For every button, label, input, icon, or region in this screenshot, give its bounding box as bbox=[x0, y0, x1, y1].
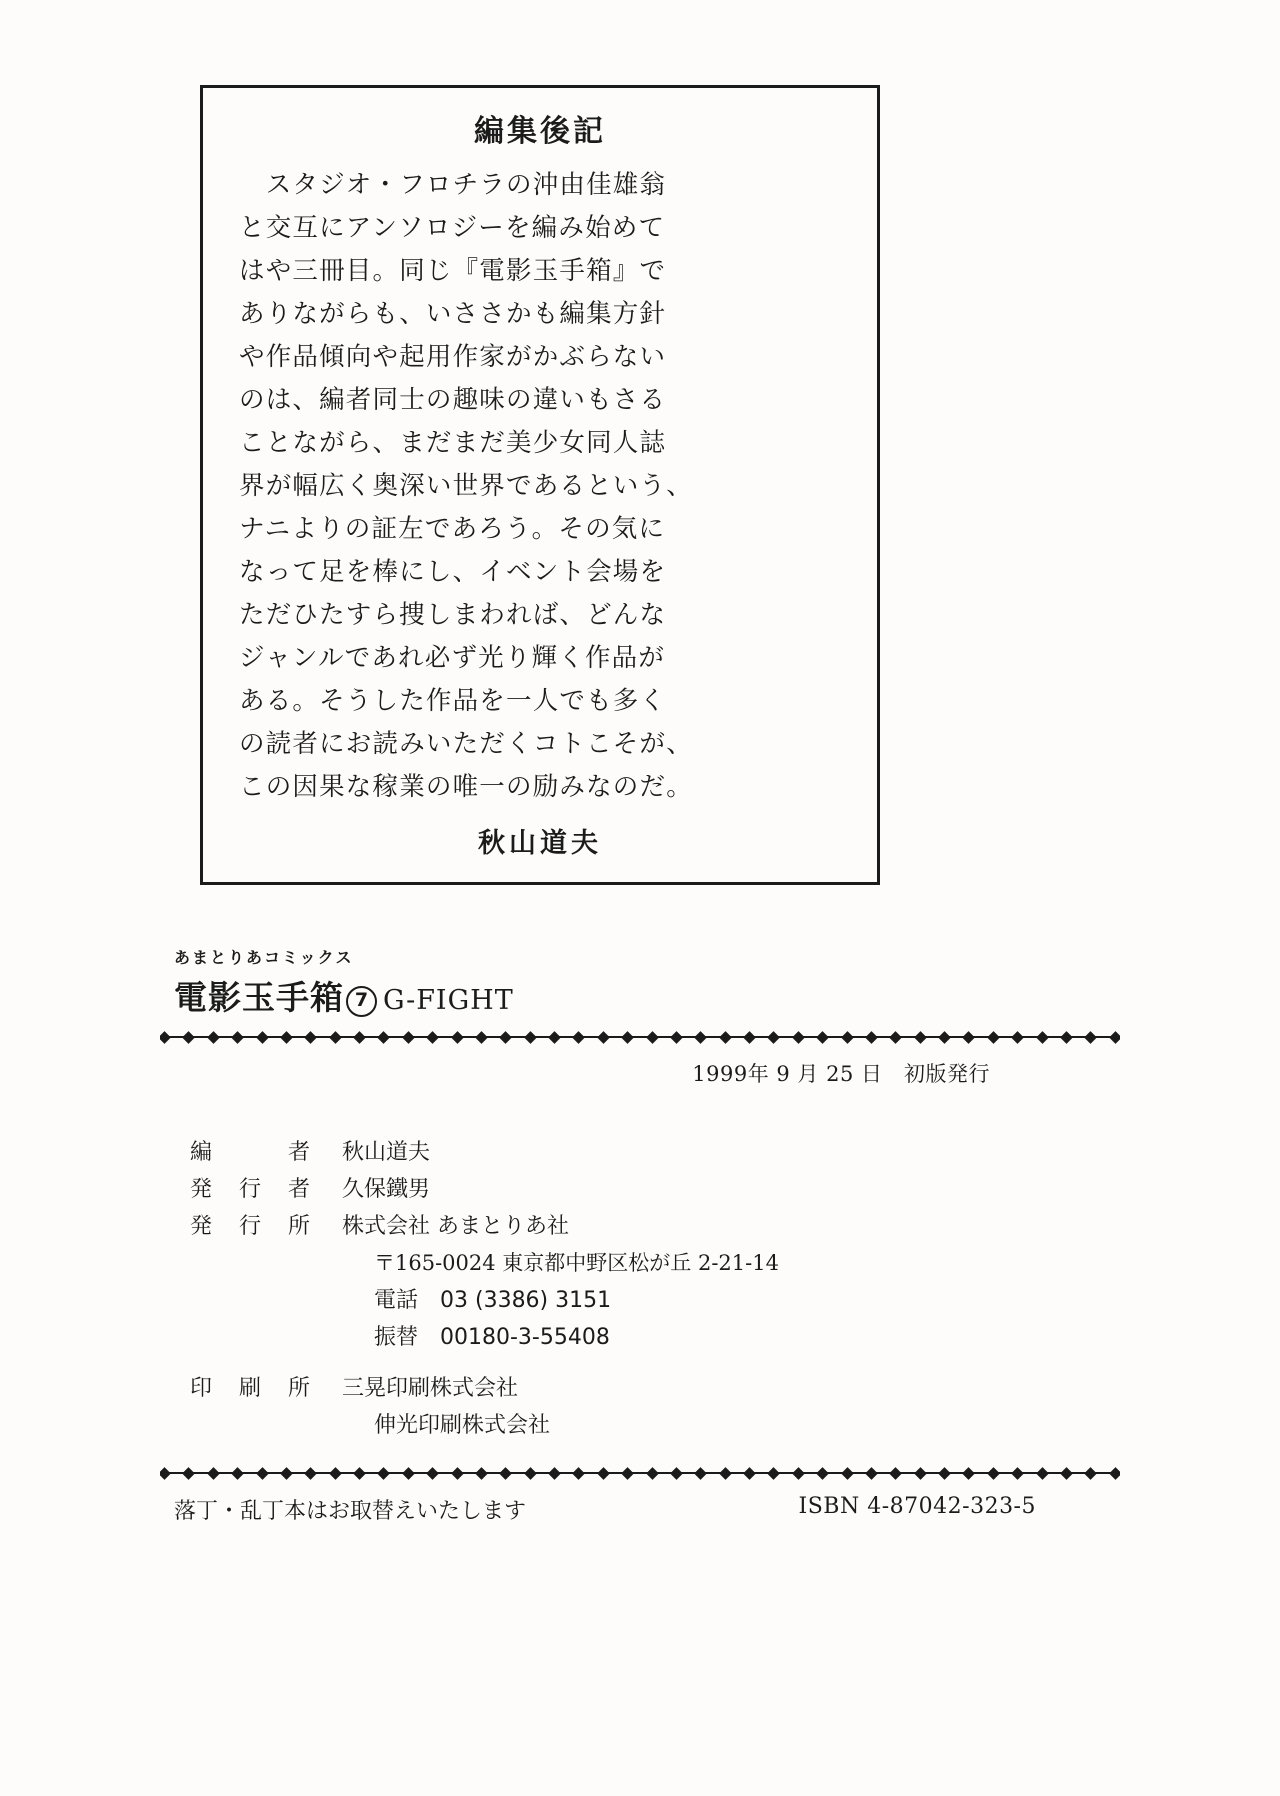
credit-row bbox=[190, 1171, 1120, 1208]
afterword-line: なって足を棒にし、イベント会場を bbox=[239, 557, 667, 587]
credit-value: 株式会社 あまとりあ社 bbox=[342, 1214, 569, 1239]
afterword-body bbox=[239, 164, 841, 809]
credit-label: 発行所 bbox=[190, 1214, 310, 1239]
footer-row bbox=[160, 1494, 1120, 1525]
volume-number-badge: 7 bbox=[346, 986, 377, 1017]
afterword-line: 界が幅広く奥深い世界であるという、 bbox=[239, 471, 693, 501]
afterword-line: この因果な稼業の唯一の励みなのだ。 bbox=[239, 772, 693, 802]
afterword-line: と交互にアンソロジーを編み始めて bbox=[239, 213, 666, 243]
afterword-line: ジャンルであれ必ず光り輝く作品が bbox=[239, 643, 666, 673]
afterword-line: の読者にお読みいただくコトこそが、 bbox=[239, 729, 693, 759]
afterword-signature: 秋山道夫 bbox=[478, 828, 602, 859]
afterword-line: のは、編者同士の趣味の違いもさる bbox=[239, 385, 667, 415]
decorative-rule-top bbox=[160, 1030, 1120, 1044]
series-label: あまとりあコミックス bbox=[174, 948, 354, 967]
colophon bbox=[160, 945, 1120, 1525]
publication-date: 1999年 9 月 25 日 初版発行 bbox=[692, 1062, 990, 1086]
printer-name: 三晃印刷株式会社 bbox=[342, 1376, 519, 1401]
publisher-phone: 電話 03 (3386) 3151 bbox=[374, 1288, 612, 1313]
publisher-transfer: 振替 00180-3-55408 bbox=[374, 1325, 610, 1350]
printer-label: 印刷所 bbox=[190, 1376, 310, 1401]
afterword-line: ただひたすら捜しまわれば、どんな bbox=[239, 600, 667, 630]
credit-value: 秋山道夫 bbox=[342, 1140, 431, 1165]
credit-row bbox=[190, 1134, 1120, 1171]
book-subtitle: G-FIGHT bbox=[383, 985, 514, 1016]
credit-row bbox=[190, 1208, 1120, 1245]
afterword-line: ことながら、まだまだ美少女同人誌 bbox=[239, 428, 667, 458]
book-title-row bbox=[174, 972, 1120, 1020]
afterword-line: や作品傾向や起用作家がかぶらない bbox=[239, 342, 667, 372]
afterword-box bbox=[200, 85, 880, 885]
afterword-line: ありながらも、いささかも編集方針 bbox=[239, 299, 667, 329]
publisher-address: 〒165-0024 東京都中野区松が丘 2-21-14 bbox=[374, 1251, 779, 1275]
credit-value: 久保鐵男 bbox=[342, 1177, 431, 1202]
decorative-rule-bottom bbox=[160, 1466, 1120, 1480]
afterword-title: 編集後記 bbox=[474, 114, 606, 149]
credit-row bbox=[190, 1370, 1120, 1407]
printer-name: 伸光印刷株式会社 bbox=[374, 1413, 551, 1438]
afterword-line: ある。そうした作品を一人でも多く bbox=[239, 686, 667, 716]
credit-label: 編 者 bbox=[190, 1140, 310, 1165]
afterword-line: ナニよりの証左であろう。その気に bbox=[239, 514, 666, 544]
credit-label: 発行者 bbox=[190, 1177, 310, 1202]
book-title: 電影玉手箱 bbox=[174, 978, 344, 1017]
isbn: ISBN 4-87042-323-5 bbox=[798, 1494, 1036, 1519]
defect-notice: 落丁・乱丁本はお取替えいたします bbox=[174, 1499, 527, 1524]
afterword-line: はや三冊目。同じ『電影玉手箱』で bbox=[239, 256, 667, 286]
afterword-line: スタジオ・フロチラの沖由佳雄翁 bbox=[239, 170, 667, 200]
credits-list bbox=[190, 1134, 1120, 1444]
